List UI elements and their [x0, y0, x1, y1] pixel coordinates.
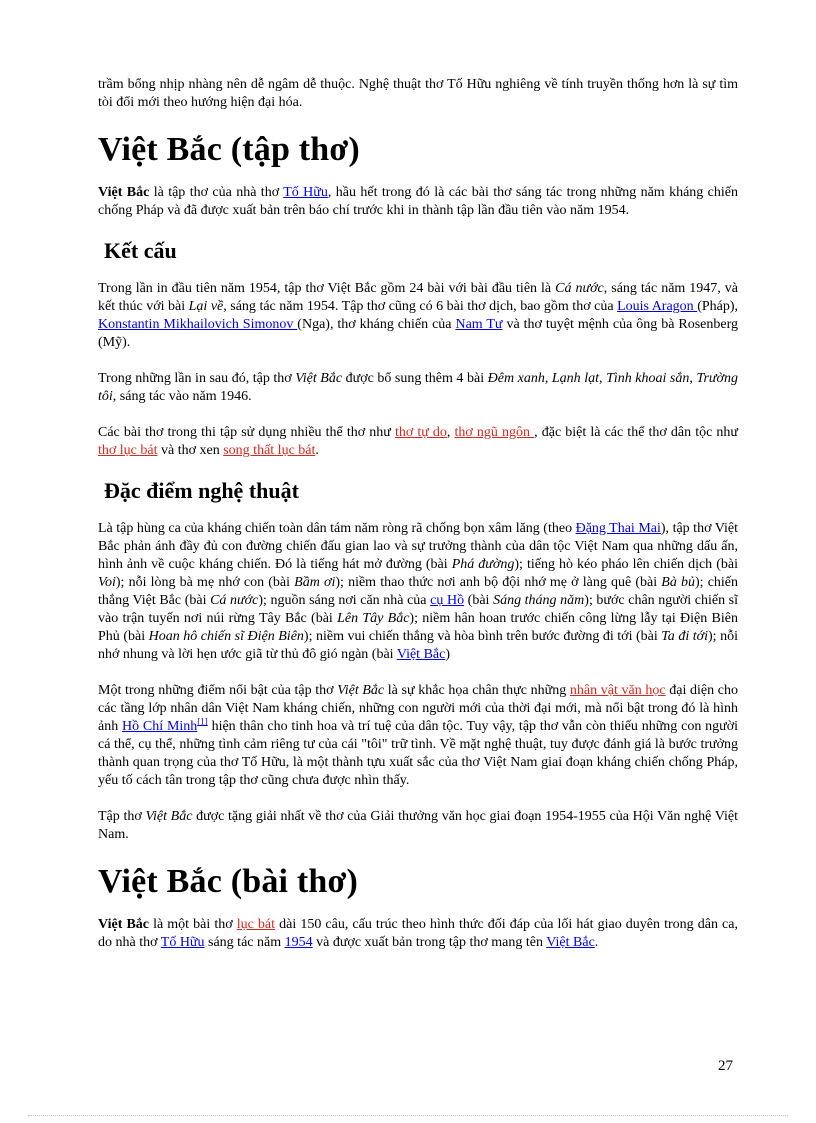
link-to-huu[interactable]: Tố Hữu: [283, 185, 328, 200]
link-1954[interactable]: 1954: [284, 935, 313, 950]
link-nam-tu[interactable]: Nam Tư: [455, 317, 503, 332]
paragraph-bai-tho-intro: Việt Bắc là một bài thơ lục bát dài 150 câu, cấu trúc theo hình thức đối đáp của lối hát giao duyên trong dân ca, do nhà thơ Tố Hữu sáng tác năm 1954 và được xuất bản trong tập thơ mang tên Việt Bắc.: [98, 917, 738, 950]
document-page: [98, 76, 738, 970]
link-luc-bat[interactable]: lục bát: [236, 917, 276, 932]
link-nhan-vat-van-hoc[interactable]: nhân vật văn học: [569, 683, 666, 698]
footnote-ref-1[interactable]: [1]: [197, 716, 208, 727]
heading-viet-bac-tap-tho: Việt Bắc (tập thơ): [98, 131, 360, 168]
link-song-that-luc-bat[interactable]: song thất lục bát: [223, 443, 316, 458]
link-ho-chi-minh[interactable]: Hồ Chí Minh: [122, 719, 198, 734]
paragraph-ket-cau-2: Trong những lần in sau đó, tập thơ Việt Bắc được bổ sung thêm 4 bài Đêm xanh, Lạnh lạt, Tình khoai sắn, Trường tôi, sáng tác vào năm 1946.: [98, 371, 739, 404]
paragraph-ket-cau-3: Các bài thơ trong thi tập sử dụng nhiều thể thơ như thơ tự do, thơ ngũ ngôn , đặc biệt là các thể thơ dân tộc như thơ lục bát và thơ xen song thất lục bát.: [98, 425, 739, 458]
paragraph-ket-cau-1: Trong lần in đầu tiên năm 1954, tập thơ Việt Bắc gồm 24 bài với bài đầu tiên là Cá nước, sáng tác năm 1947, và kết thúc với bài Lại về, sáng tác năm 1954. Tập thơ cũng có 6 bài thơ dịch, bao gồm thơ của Louis Aragon (Pháp), Konstantin Mikhailovich Simonov (Nga), thơ kháng chiến của Nam Tư và thơ tuyệt mệnh của ông bà Rosenberg (Mỹ).: [98, 281, 739, 350]
paragraph-dac-diem-2: Một trong những điểm nổi bật của tập thơ Việt Bắc là sự khắc họa chân thực những nhân vật văn học đại diện cho các tầng lớp nhân dân Việt Nam kháng chiến, những con người mới của thời đại mới, mà nổi bật trong đó là hình ảnh Hồ Chí Minh[1] hiện thân cho tinh hoa và trí tuệ của dân tộc. Tuy vậy, tập thơ vẫn còn thiếu những con người cá thể, cụ thể, những tình cảm riêng tư của cái "tôi" trữ tình. Về mặt nghệ thuật, tuy được đánh giá là bước trưởng thành quan trọng của thơ Tố Hữu, là một thành tựu xuất sắc của thơ Việt Nam giai đoạn kháng chiến chống Pháp, yếu tố cách tân trong tập thơ cũng chưa được nhìn thấy.: [98, 683, 738, 788]
link-viet-bac-collection[interactable]: Việt Bắc: [546, 935, 595, 950]
heading-viet-bac-bai-tho: Việt Bắc (bài thơ): [98, 863, 359, 900]
paragraph-tap-tho-intro: Việt Bắc là tập thơ của nhà thơ Tố Hữu, hầu hết trong đó là các bài thơ sáng tác trong những năm kháng chiến chống Pháp và đã được xuất bản trên báo chí trước khi in thành tập lần đầu tiên vào năm 1954.: [98, 185, 738, 218]
link-viet-bac-poem[interactable]: Việt Bắc: [396, 647, 446, 662]
intro-paragraph: trầm bổng nhịp nhàng nên dễ ngâm dễ thuộc. Nghệ thuật thơ Tố Hữu nghiêng về tính truyền thống hơn là sự tìm tòi đổi mới theo hướng hiện đại hóa.: [98, 77, 738, 110]
link-tho-ngu-ngon[interactable]: thơ ngũ ngôn: [454, 425, 535, 440]
footer-divider: [28, 1115, 788, 1116]
bold-term: Việt Bắc: [98, 917, 149, 932]
paragraph-dac-diem-3: Tập thơ Việt Bắc được tặng giải nhất về thơ của Giải thưởng văn học giai đoạn 1954-1955 của Hội Văn nghệ Việt Nam.: [98, 809, 738, 842]
link-dang-thai-mai[interactable]: Đặng Thai Mai: [575, 521, 661, 536]
link-tho-luc-bat[interactable]: thơ lục bát: [98, 443, 158, 458]
link-cu-ho[interactable]: cụ Hồ: [430, 593, 465, 608]
page-number: 27: [718, 1058, 733, 1074]
link-tho-tu-do[interactable]: thơ tự do: [394, 425, 447, 440]
link-simonov[interactable]: Konstantin Mikhailovich Simonov: [98, 317, 298, 332]
paragraph-dac-diem-1: Là tập hùng ca của kháng chiến toàn dân tám năm ròng rã chống bọn xâm lăng (theo Đặng Thai Mai), tập thơ Việt Bắc phản ánh đầy đủ con đường chiến đấu gian lao và sự trưởng thành của dân tộc Việt Nam qua những dấu ấn, hình ảnh về cuộc kháng chiến. Đó là tiếng hát mở đường (bài Phá đường); tiếng hò kéo pháo lên chiến dịch (bài Voi); nỗi lòng bà mẹ nhớ con (bài Bầm ơi); niềm thao thức nơi anh bộ đội nhớ mẹ ở làng quê (bài Bà bủ); chiến thắng Việt Bắc (bài Cá nước); nguồn sáng nơi căn nhà của cụ Hồ (bài Sáng tháng năm); bước chân người chiến sĩ vào trận tuyến nơi núi rừng Tây Bắc (bài Lên Tây Bắc); niềm hân hoan trước chiến công lừng lẫy tại Điện Biên Phủ (bài Hoan hô chiến sĩ Điện Biên); niềm vui chiến thắng và hòa bình trên bước đường đi tới (bài Ta đi tới); nỗi nhớ nhung và lời hẹn ước giã từ thủ đô gió ngàn (bài Việt Bắc): [98, 521, 739, 662]
link-louis-aragon[interactable]: Louis Aragon: [617, 299, 698, 314]
bold-term: Việt Bắc: [98, 185, 150, 200]
heading-ket-cau: Kết cấu: [104, 238, 177, 263]
link-to-huu-2[interactable]: Tố Hữu: [160, 935, 205, 950]
heading-dac-diem-nghe-thuat: Đặc điểm nghệ thuật: [104, 478, 299, 503]
